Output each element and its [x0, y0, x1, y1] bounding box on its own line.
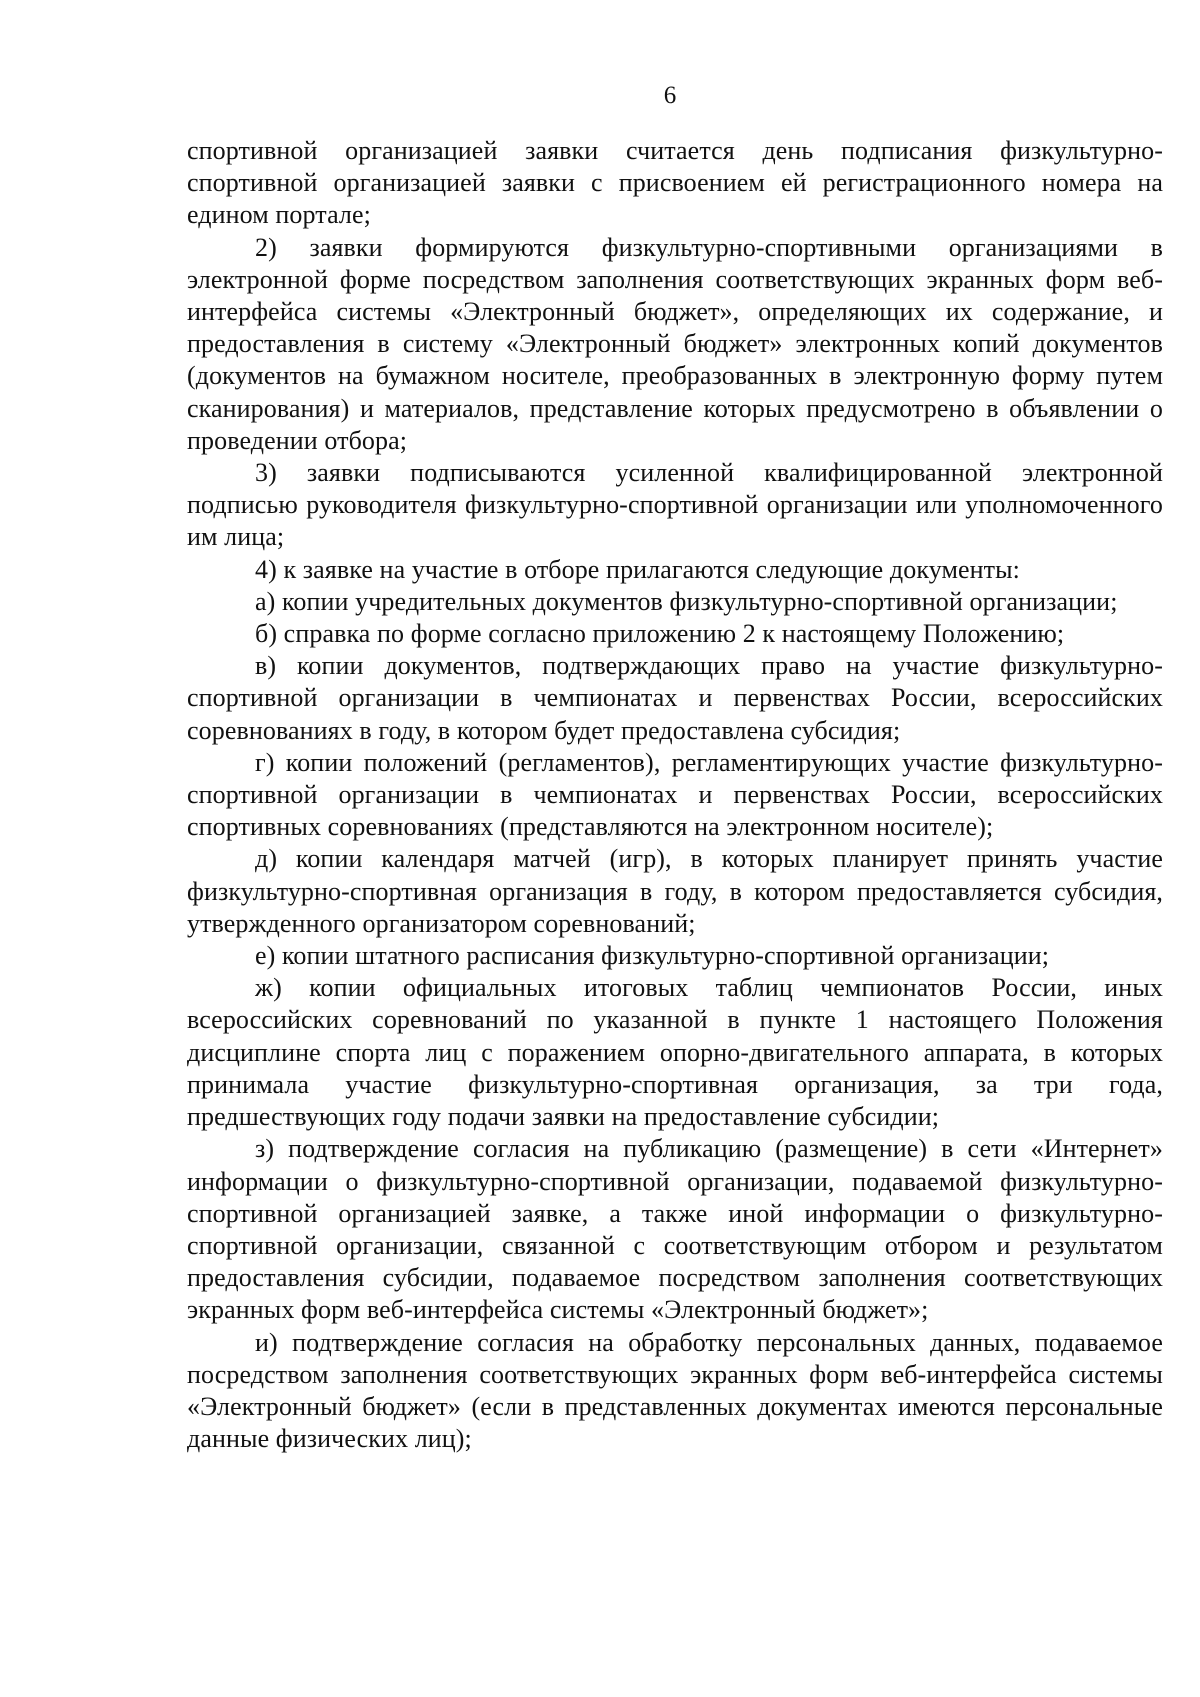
paragraph-item-3: 3) заявки подписываются усиленной квалифицированной электронной подписью руководителя физкультурно-спортивной организации или уполномоченного им лица; [187, 458, 1163, 552]
paragraph-subitem-g: г) копии положений (регламентов), регламентирующих участие физкультурно-спортивной организации в чемпионатах и первенствах России, всероссийских спортивных соревнованиях (представляются на электронном носителе); [187, 747, 1163, 842]
paragraph-item-2: 2) заявки формируются физкультурно-спортивными организациями в электронной форме посредством заполнения соответствующих экранных форм веб-интерфейса системы «Электронный бюджет», определяющих их содержание, и предоставления в систему «Электронный бюджет» электронных копий документов (документов на бумажном носителе, преобразованных в электронную форму путем сканирования) и материалов, представление которых предусмотрено в объявлении о проведении отбора; [187, 232, 1163, 455]
paragraph-subitem-d: д) копии календаря матчей (игр), в которых планирует принять участие физкультурно-спортивная организация в году, в котором предоставляется субсидия, утвержденного организатором соревнований; [187, 844, 1163, 938]
paragraph-item-4: 4) к заявке на участие в отборе прилагаются следующие документы: [255, 554, 1021, 584]
paragraph-subitem-e: е) копии штатного расписания физкультурно-спортивной организации; [255, 941, 1050, 971]
paragraph-continuation: спортивной организацией заявки считается день подписания физкультурно-спортивной организацией заявки с присвоением ей регистрационного номера на едином портале; [187, 136, 1163, 230]
paragraph-subitem-i: и) подтверждение согласия на обработку персональных данных, подаваемое посредством заполнения соответствующих экранных форм веб-интерфейса системы «Электронный бюджет» (если в представленных документах имеются персональные данные физических лиц); [187, 1327, 1163, 1454]
page-number: 6 [663, 82, 677, 109]
paragraph-subitem-b: б) справка по форме согласно приложению 2 к настоящему Положению; [255, 619, 1065, 649]
paragraph-subitem-v: в) копии документов, подтверждающих право на участие физкультурно-спортивной организации в чемпионатах и первенствах России, всероссийских соревнованиях в году, в котором будет предоставлена субсидия; [187, 651, 1163, 745]
paragraph-subitem-zh: ж) копии официальных итоговых таблиц чемпионатов России, иных всероссийских соревнований по указанной в пункте 1 настоящего Положения дисциплине спорта лиц с поражением опорно-двигательного аппарата, в которых принимала участие физкультурно-спортивная организация, за три года, предшествующих году подачи заявки на предоставление субсидии; [187, 973, 1163, 1132]
document-body [187, 135, 1163, 1455]
paragraph-subitem-a: а) копии учредительных документов физкультурно-спортивной организации; [255, 586, 1118, 616]
paragraph-subitem-z: з) подтверждение согласия на публикацию (размещение) в сети «Интернет» информации о физкультурно-спортивной организации, подаваемой физкультурно-спортивной организацией заявке, а также иной информации о физкультурно-спортивной организации, связанной с соответствующим отбором и результатом предоставления субсидии, подаваемое посредством заполнения соответствующих экранных форм веб-интерфейса системы «Электронный бюджет»; [187, 1134, 1163, 1325]
